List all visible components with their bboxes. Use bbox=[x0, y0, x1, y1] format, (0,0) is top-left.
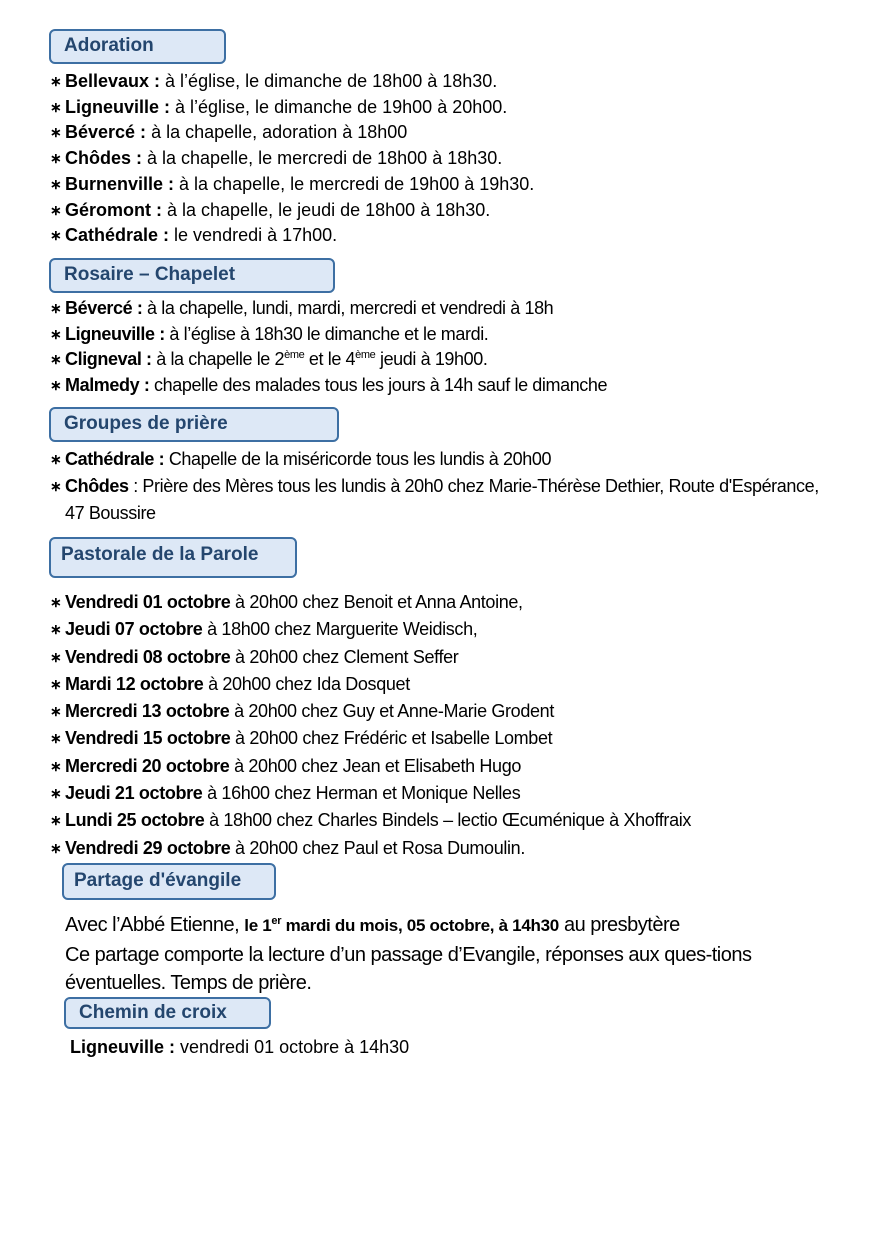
place-name: Ligneuville : bbox=[65, 323, 165, 344]
meeting-date: Vendredi 29 octobre bbox=[65, 837, 231, 858]
list-item bbox=[50, 223, 534, 249]
list-item bbox=[50, 807, 691, 834]
meeting-date: Vendredi 01 octobre bbox=[65, 592, 231, 612]
list-item bbox=[50, 198, 534, 224]
asterisk-bullet-icon: ∗ bbox=[50, 175, 62, 192]
item-text: à 20h00 chez Clement Seffer bbox=[230, 646, 459, 667]
item-text: à 18h00 chez Marguerite Weidisch, bbox=[202, 619, 478, 640]
section-title: Rosaire – Chapelet bbox=[64, 264, 236, 285]
list-item bbox=[50, 589, 691, 616]
asterisk-bullet-icon: ∗ bbox=[50, 839, 62, 856]
asterisk-bullet-icon: ∗ bbox=[50, 451, 62, 467]
intro-text: Avec l’Abbé Etienne, bbox=[65, 914, 245, 936]
chemin-item bbox=[70, 1036, 409, 1058]
ordinal-suffix: ème bbox=[355, 349, 376, 362]
place-name: Bévercé : bbox=[65, 122, 147, 143]
partage-description bbox=[65, 911, 825, 998]
item-text: à 20h00 chez Benoit et Anna Antoine, bbox=[230, 592, 523, 612]
item-text: à la chapelle, le mercredi de 19h00 à 19h30. bbox=[174, 173, 535, 194]
asterisk-bullet-icon: ∗ bbox=[50, 785, 62, 802]
ordinal-suffix: er bbox=[271, 915, 282, 927]
asterisk-bullet-icon: ∗ bbox=[50, 227, 62, 244]
place-name: Malmedy : bbox=[65, 375, 150, 396]
list-item bbox=[50, 446, 835, 473]
list-item bbox=[50, 473, 835, 527]
item-text: chapelle des malades tous les jours à 14h sauf le dimanche bbox=[149, 375, 608, 396]
place-name: Cligneval : bbox=[65, 349, 152, 370]
list-item bbox=[50, 835, 691, 862]
section-title: Pastorale de la Parole bbox=[61, 544, 259, 565]
asterisk-bullet-icon: ∗ bbox=[50, 648, 62, 665]
section-header-groupes bbox=[49, 407, 339, 442]
item-text: vendredi 01 octobre à 14h30 bbox=[175, 1037, 410, 1057]
asterisk-bullet-icon: ∗ bbox=[50, 73, 62, 89]
item-text: à 20h00 chez Ida Dosquet bbox=[203, 673, 410, 694]
meeting-date: Jeudi 07 octobre bbox=[65, 619, 203, 640]
item-text: à 16h00 chez Herman et Monique Nelles bbox=[202, 783, 521, 804]
item-text: à la chapelle, lundi, mardi, mercredi et vendredi à 18h bbox=[142, 298, 554, 318]
list-item bbox=[50, 322, 607, 348]
list-item bbox=[50, 296, 607, 322]
list-item bbox=[50, 644, 691, 671]
section-title: Chemin de croix bbox=[79, 1002, 227, 1023]
item-text: : Prière des Mères tous les lundis à 20h0 chez Marie-Thérèse Dethier, Route d'Espérance, 47 Boussire bbox=[65, 476, 819, 523]
item-text: à la chapelle, le jeudi de 18h00 à 18h30. bbox=[162, 199, 491, 220]
place-name: Bellevaux : bbox=[65, 71, 161, 91]
list-item bbox=[50, 69, 534, 95]
item-text: le vendredi à 17h00. bbox=[169, 225, 338, 246]
item-text: à 20h00 chez Guy et Anne-Marie Grodent bbox=[229, 701, 554, 722]
list-item bbox=[50, 616, 691, 643]
asterisk-bullet-icon: ∗ bbox=[50, 150, 62, 167]
meeting-date: Jeudi 21 octobre bbox=[65, 783, 203, 804]
list-item bbox=[50, 120, 534, 146]
place-name: Bévercé : bbox=[65, 298, 143, 318]
item-text: à 20h00 chez Frédéric et Isabelle Lombet bbox=[230, 728, 553, 749]
section-header-pastorale bbox=[49, 537, 297, 578]
item-text: et le 4 bbox=[304, 349, 356, 370]
list-item bbox=[50, 698, 691, 725]
asterisk-bullet-icon: ∗ bbox=[50, 325, 62, 342]
item-text: à 20h00 chez Jean et Elisabeth Hugo bbox=[229, 755, 522, 776]
section-title: Adoration bbox=[64, 35, 154, 56]
meeting-date: Mercredi 20 octobre bbox=[65, 755, 230, 776]
asterisk-bullet-icon: ∗ bbox=[50, 351, 62, 368]
asterisk-bullet-icon: ∗ bbox=[50, 621, 62, 638]
asterisk-bullet-icon: ∗ bbox=[50, 124, 62, 141]
asterisk-bullet-icon: ∗ bbox=[50, 377, 62, 394]
section-header-chemin bbox=[64, 997, 271, 1029]
section-title: Groupes de prière bbox=[64, 413, 228, 434]
list-item bbox=[50, 725, 691, 752]
meeting-date: Mercredi 13 octobre bbox=[65, 701, 230, 722]
place-name: Cathédrale : bbox=[65, 449, 165, 469]
section-header-partage bbox=[62, 863, 276, 900]
meeting-date: Vendredi 08 octobre bbox=[65, 646, 231, 667]
adoration-list bbox=[50, 69, 534, 249]
item-text: à la chapelle, le mercredi de 18h00 à 18h30. bbox=[142, 148, 503, 169]
item-text: à l’église, le dimanche de 18h00 à 18h30. bbox=[160, 71, 498, 91]
item-text: à l’église à 18h30 le dimanche et le mardi. bbox=[164, 323, 489, 344]
item-text: à l’église, le dimanche de 19h00 à 20h00. bbox=[170, 96, 508, 117]
asterisk-bullet-icon: ∗ bbox=[50, 812, 62, 829]
place-name: Chôdes : bbox=[65, 148, 143, 169]
section-header-rosaire bbox=[49, 258, 335, 293]
asterisk-bullet-icon: ∗ bbox=[50, 730, 62, 747]
schedule-part: le 1 bbox=[244, 916, 272, 935]
meeting-date: Mardi 12 octobre bbox=[65, 673, 204, 694]
rosaire-list bbox=[50, 296, 607, 399]
place-name: Chôdes bbox=[65, 476, 129, 496]
place-name: Cathédrale : bbox=[65, 225, 170, 246]
list-item bbox=[50, 146, 534, 172]
section-header-adoration bbox=[49, 29, 226, 64]
item-text: à 18h00 chez Charles Bindels – lectio Œcuménique à Xhoffraix bbox=[204, 810, 692, 831]
asterisk-bullet-icon: ∗ bbox=[50, 675, 62, 692]
list-item bbox=[50, 373, 607, 399]
list-item bbox=[50, 671, 691, 698]
item-text: jeudi à 19h00. bbox=[375, 349, 488, 370]
schedule-part: mardi du mois, 05 octobre, à 14h30 bbox=[281, 916, 559, 935]
schedule-text bbox=[244, 916, 559, 935]
list-item bbox=[50, 95, 534, 121]
item-text: à la chapelle le 2 bbox=[151, 349, 285, 370]
meeting-date: Vendredi 15 octobre bbox=[65, 728, 231, 749]
description-text: Ce partage comporte la lecture d’un passage d’Evangile, réponses aux ques-tions éventuelles. Temps de prière. bbox=[65, 943, 752, 994]
item-text: Chapelle de la miséricorde tous les lundis à 20h00 bbox=[164, 449, 552, 469]
list-item bbox=[50, 347, 607, 373]
place-name: Burnenville : bbox=[65, 173, 175, 194]
place-name: Géromont : bbox=[65, 199, 162, 220]
list-item bbox=[50, 753, 691, 780]
location-text: au presbytère bbox=[558, 914, 680, 936]
place-name: Ligneuville : bbox=[65, 96, 171, 117]
asterisk-bullet-icon: ∗ bbox=[50, 478, 62, 494]
place-name: Ligneuville : bbox=[70, 1037, 176, 1057]
asterisk-bullet-icon: ∗ bbox=[50, 594, 62, 610]
asterisk-bullet-icon: ∗ bbox=[50, 703, 62, 720]
groupes-list bbox=[50, 446, 835, 527]
asterisk-bullet-icon: ∗ bbox=[50, 98, 62, 115]
asterisk-bullet-icon: ∗ bbox=[50, 757, 62, 774]
item-text: à 20h00 chez Paul et Rosa Dumoulin. bbox=[230, 837, 525, 858]
item-text: à la chapelle, adoration à 18h00 bbox=[146, 122, 408, 143]
asterisk-bullet-icon: ∗ bbox=[50, 201, 62, 218]
asterisk-bullet-icon: ∗ bbox=[50, 300, 62, 316]
ordinal-suffix: ème bbox=[284, 349, 305, 362]
list-item bbox=[50, 172, 534, 198]
meeting-date: Lundi 25 octobre bbox=[65, 810, 205, 831]
pastorale-list bbox=[50, 589, 691, 862]
list-item bbox=[50, 780, 691, 807]
section-title: Partage d'évangile bbox=[74, 870, 242, 891]
